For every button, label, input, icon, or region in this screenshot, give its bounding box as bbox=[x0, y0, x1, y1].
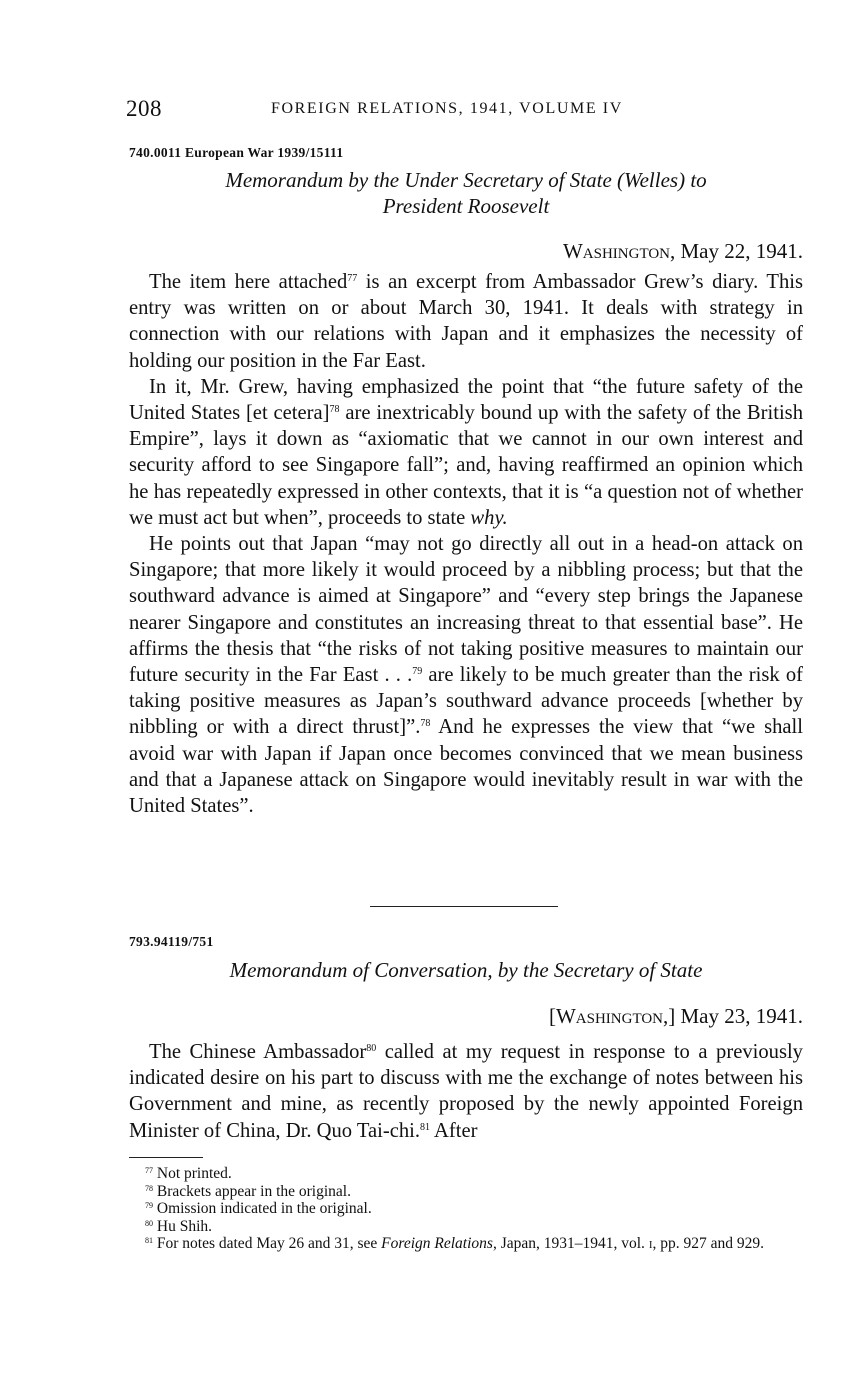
footnote-ref-77: 77 bbox=[347, 273, 358, 284]
memo-title-1-line2: President Roosevelt bbox=[382, 194, 550, 218]
footnote-text: For notes dated May 26 and 31, see bbox=[153, 1235, 382, 1252]
text-run: are inextricably bound up with the safety of the British Empire”, lays it down as “axiomatic that we cannot in our own interest and security afford to see Singapore fall”; and, having reaffirmed an opinion which he has repeatedly expressed in other contexts, that it is “a question not of whether we must act but when”, proceeds to state bbox=[129, 402, 803, 529]
footnote-mark: 81 bbox=[145, 1236, 153, 1245]
dateline-2-date: ] May 23, 1941. bbox=[668, 1004, 803, 1028]
paragraph-1 bbox=[129, 269, 803, 374]
paragraph-2 bbox=[129, 374, 803, 531]
paragraph-3 bbox=[129, 531, 803, 819]
footnote-emphasis: Foreign Relations bbox=[381, 1235, 493, 1252]
file-number-2: 793.94119/751 bbox=[129, 934, 214, 949]
footnotes bbox=[129, 1165, 803, 1253]
dateline-1-place: Washington, bbox=[562, 239, 676, 263]
footnote-mark: 77 bbox=[145, 1166, 153, 1175]
memo-body-2 bbox=[129, 1039, 803, 1144]
footnote-mark: 80 bbox=[145, 1218, 153, 1228]
footnote-mark: 79 bbox=[145, 1201, 153, 1210]
footnote-79 bbox=[129, 1200, 803, 1218]
section-divider bbox=[370, 906, 558, 907]
running-head bbox=[126, 96, 803, 124]
running-title: FOREIGN RELATIONS, 1941, VOLUME IV bbox=[271, 100, 623, 117]
page-number: 208 bbox=[126, 96, 162, 121]
text-run: The item here attached bbox=[149, 271, 348, 293]
text-run: He points out that Japan “may not go directly all out in a head-on attack on Singapore; that more likely it would proceed by a nibbling process; but that the southward advance is aimed at Singapore” and “every step brings the Japanese nearer Singapore and constitutes an increasing threat to that essential base”. He affirms the thesis that “the risks of not taking positive measures to maintain our future security in the Far East . . . bbox=[129, 533, 803, 687]
text-run: And he expresses the view that “we shall avoid war with Japan if Japan once becomes convinced that we mean business and that a Japanese attack on Singapore would inevitably result in war with the United States”. bbox=[129, 716, 803, 818]
footnote-ref-78: 78 bbox=[329, 404, 340, 416]
footnote-volume: i bbox=[648, 1235, 653, 1252]
dateline-1 bbox=[563, 238, 803, 264]
memo-title-1-line1: Memorandum by the Under Secretary of State (Welles) to bbox=[225, 168, 707, 192]
footnote-80 bbox=[129, 1218, 803, 1236]
footnote-ref-80: 80 bbox=[366, 1043, 377, 1054]
footnote-ref-79: 79 bbox=[412, 666, 423, 678]
memo-title-1 bbox=[129, 167, 803, 219]
footnote-mark: 78 bbox=[145, 1183, 153, 1193]
text-run: In it, Mr. Grew, having emphasized the point that “the future safety of the United States [et cetera] bbox=[129, 375, 803, 425]
text-run: called at my request in response to a previously indicated desire on his part to discuss with me the exchange of notes between his Government and mine, as recently proposed by the newly appointed Foreign Minister of China, Dr. Quo Tai-chi. bbox=[129, 1041, 803, 1142]
footnote-text: Omission indicated in the original. bbox=[153, 1200, 372, 1217]
footnote-text: Hu Shih. bbox=[153, 1217, 212, 1235]
footnote-text: , Japan, 1931–1941, vol. bbox=[492, 1235, 649, 1252]
text-run: is an excerpt from Ambassador Grew’s diary. This entry was written on or about March 30, 1941. It deals with strategy in connection with our relations with Japan and it emphasizes the necessity of holding our position in the Far East. bbox=[129, 271, 803, 372]
paragraph-4 bbox=[129, 1039, 803, 1144]
footnote-78 bbox=[129, 1183, 803, 1201]
file-number-1: 740.0011 European War 1939/15111 bbox=[129, 145, 344, 160]
emphasis-why: why. bbox=[470, 506, 508, 529]
text-run: The Chinese Ambassador bbox=[149, 1041, 367, 1063]
dateline-1-date: May 22, 1941. bbox=[675, 239, 803, 263]
footnote-ref-78b: 78 bbox=[420, 718, 431, 730]
footnote-text: Not printed. bbox=[153, 1165, 232, 1182]
footnote-81 bbox=[129, 1235, 803, 1253]
text-run: are likely to be much greater than the risk of taking positive measures as Japan’s southward advance proceeds [whether by nibbling or with a direct thrust]”. bbox=[129, 664, 803, 739]
footnote-77 bbox=[129, 1165, 803, 1183]
memo-title-2: Memorandum of Conversation, by the Secretary of State bbox=[229, 958, 703, 982]
text-run: After bbox=[430, 1119, 478, 1142]
footnote-ref-81: 81 bbox=[420, 1121, 431, 1133]
footnote-rule bbox=[129, 1157, 203, 1158]
dateline-2 bbox=[549, 1003, 803, 1029]
footnote-text: , pp. 927 and 929. bbox=[652, 1235, 764, 1252]
dateline-2-bracket: [ bbox=[548, 1004, 556, 1028]
memo-body-1 bbox=[129, 269, 803, 819]
footnote-text: Brackets appear in the original. bbox=[153, 1182, 351, 1200]
dateline-2-place: Washington, bbox=[555, 1004, 669, 1028]
